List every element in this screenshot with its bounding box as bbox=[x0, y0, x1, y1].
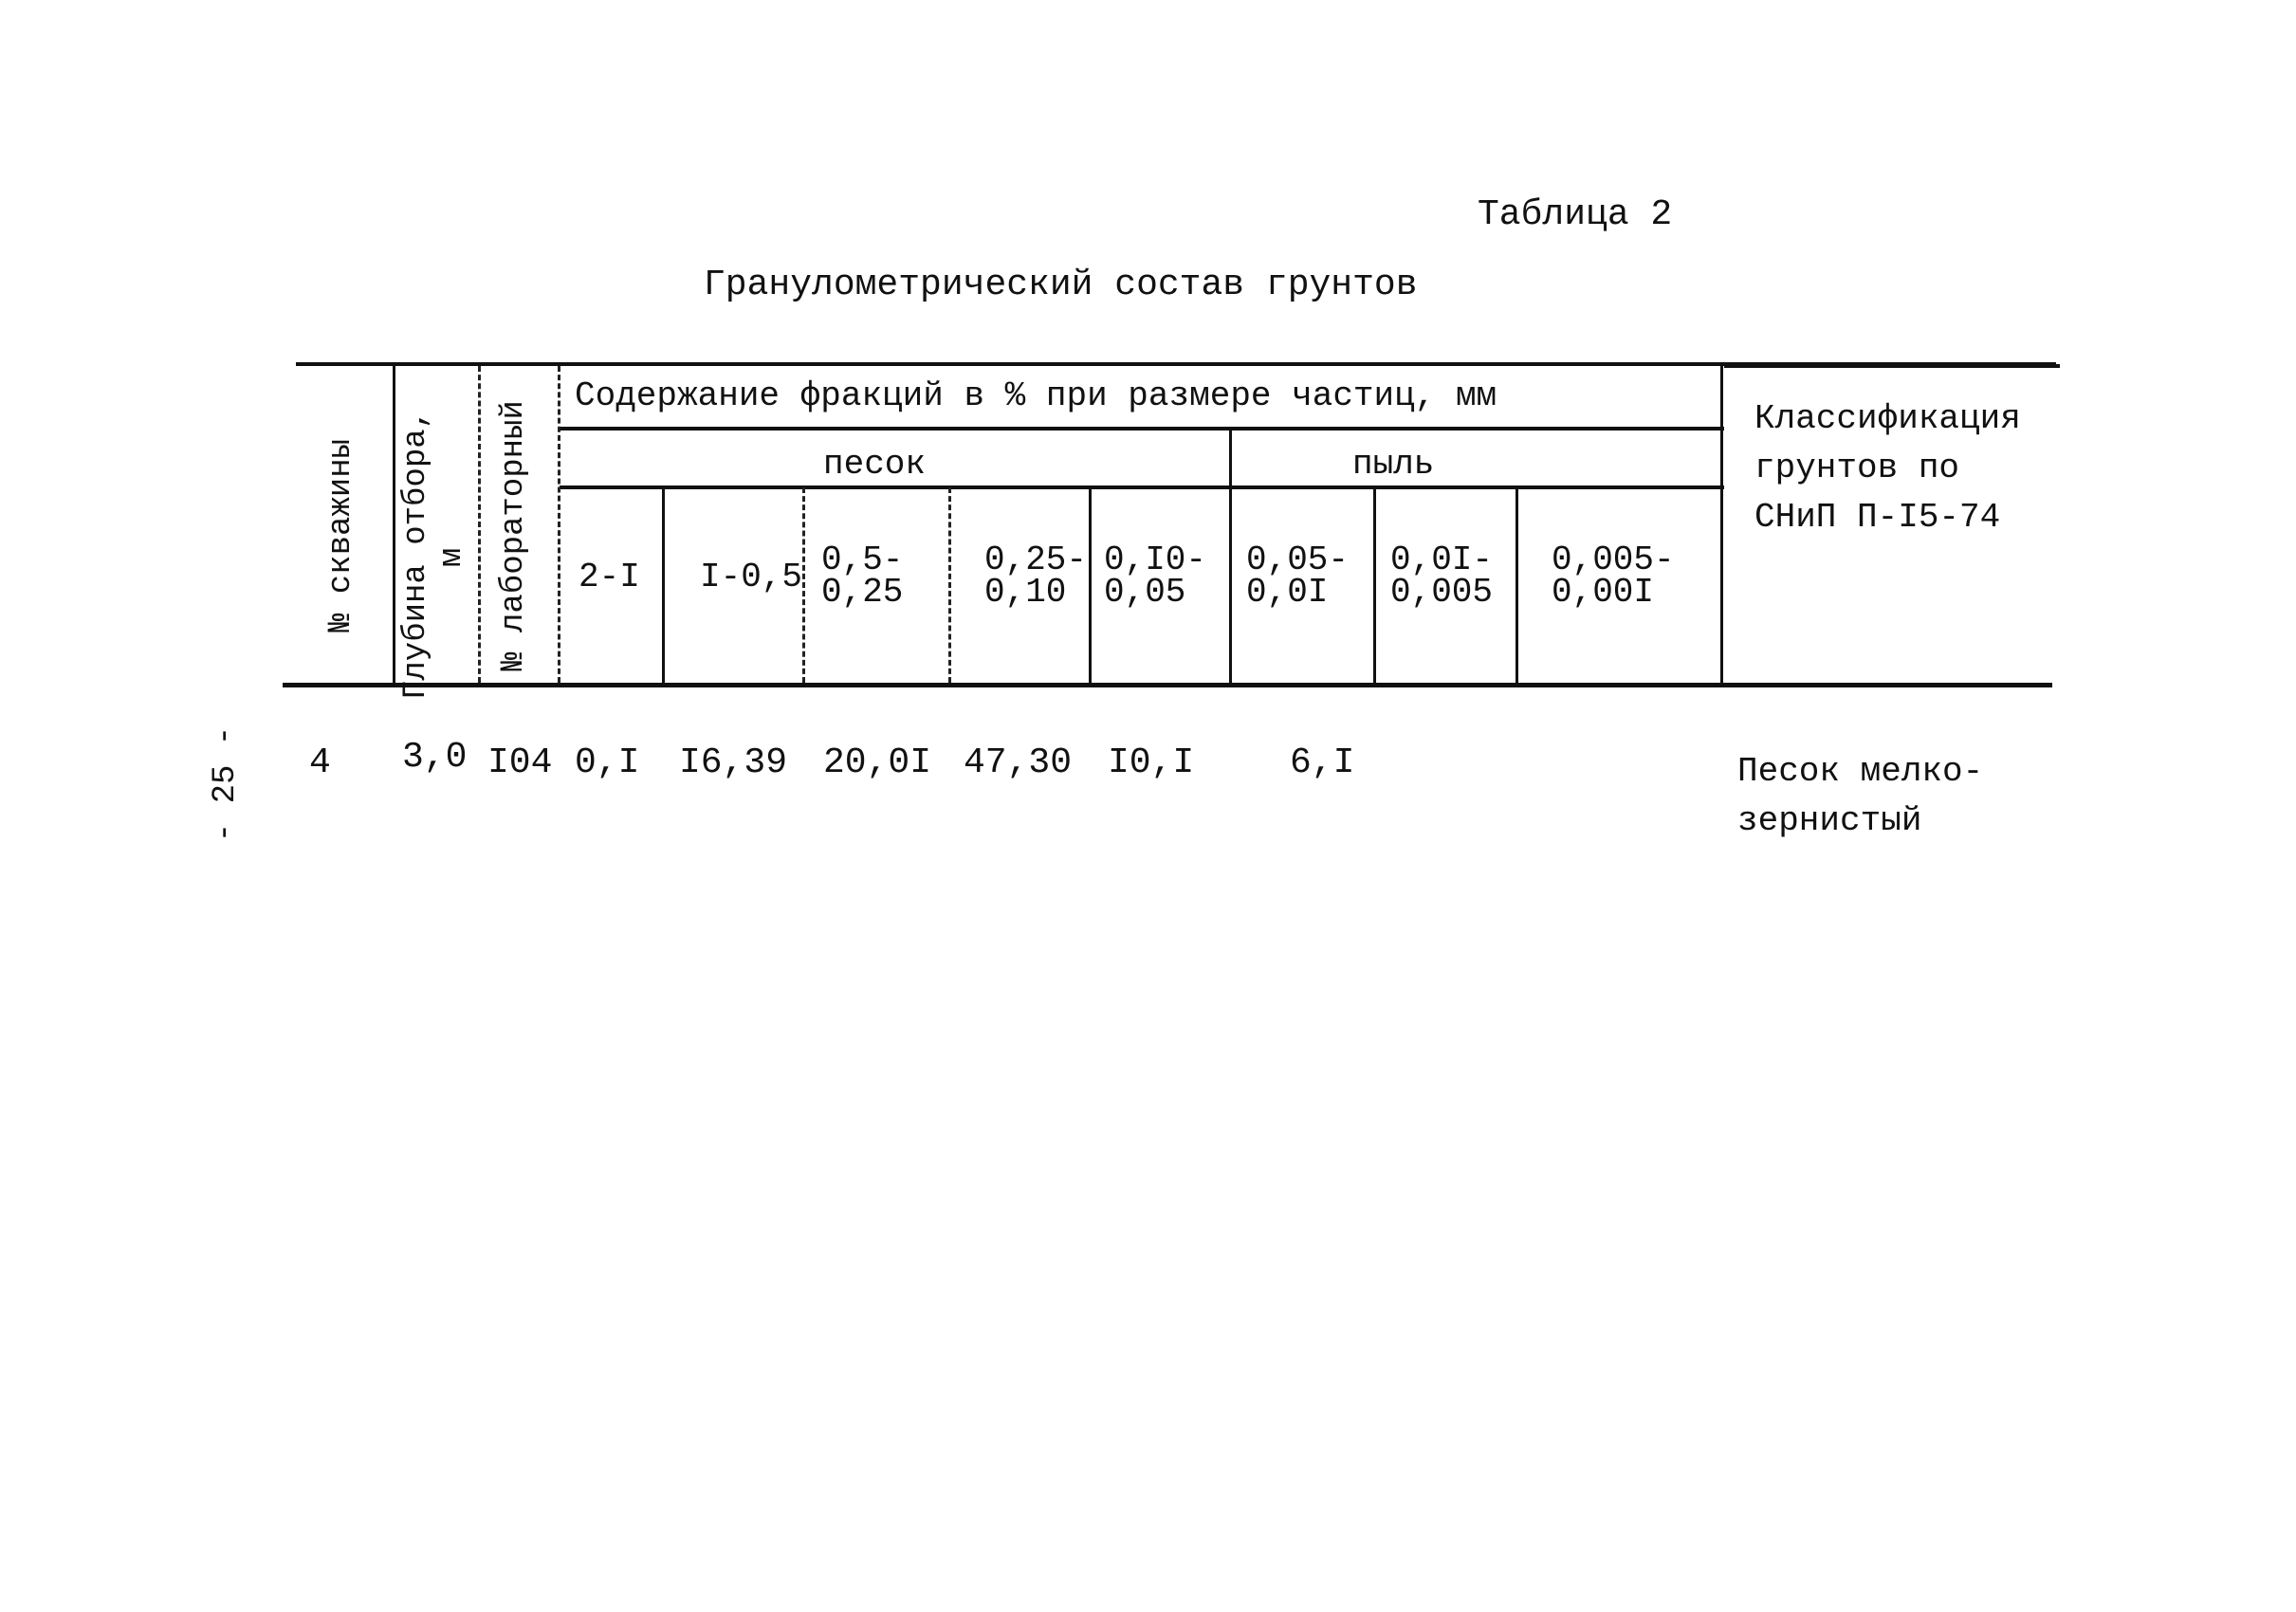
header-fraction-size: 0,I0- 0,05 bbox=[1104, 540, 1207, 613]
col-rule-1 bbox=[393, 366, 395, 683]
col-rule-2 bbox=[478, 366, 481, 683]
header-sand-group: песок bbox=[823, 445, 927, 484]
col-rule-8 bbox=[1229, 429, 1232, 683]
table-label: Таблица 2 bbox=[1478, 194, 1673, 235]
header-depth bbox=[398, 409, 474, 700]
fractions-title-rule bbox=[560, 427, 1724, 430]
group-rule bbox=[560, 485, 1724, 489]
col-rule-4 bbox=[662, 487, 665, 683]
header-depth-line1: Глубина отбора, bbox=[398, 409, 434, 700]
cell-value: 0,I bbox=[575, 742, 640, 783]
cell-value: 47,30 bbox=[964, 742, 1073, 783]
cell-value: I6,39 bbox=[679, 742, 788, 783]
col-rule-9 bbox=[1373, 487, 1376, 683]
col-rule-11 bbox=[1720, 366, 1723, 685]
col-rule-10 bbox=[1515, 487, 1518, 683]
cell-well: 4 bbox=[309, 742, 331, 783]
cell-value: I0,I bbox=[1108, 742, 1195, 783]
col-rule-6 bbox=[948, 487, 951, 683]
header-depth-line2: м bbox=[434, 547, 470, 568]
table-title: Гранулометрический состав грунтов bbox=[704, 265, 1418, 305]
cell-value: 20,0I bbox=[823, 742, 932, 783]
header-fraction-size: 2-I bbox=[579, 558, 640, 596]
header-bottom-rule bbox=[283, 683, 2052, 687]
header-fractions-title: Содержание фракций в % при размере частиц, мм bbox=[575, 376, 1497, 415]
col-rule-5 bbox=[802, 487, 805, 683]
col-rule-7 bbox=[1089, 487, 1092, 683]
header-well-no: № скважины bbox=[323, 438, 359, 633]
header-fraction-size: 0,05- 0,0I bbox=[1246, 540, 1350, 613]
header-lab-no: № лабораторный bbox=[496, 400, 532, 671]
header-classification: Классификация грунтов по СНиП П-I5-74 bbox=[1754, 399, 2021, 538]
header-silt-group: пыль bbox=[1352, 445, 1435, 484]
cell-value: 6,I bbox=[1290, 742, 1355, 783]
header-fraction-size: 0,25- 0,10 bbox=[984, 540, 1088, 613]
col-rule-3 bbox=[558, 366, 560, 683]
header-fraction-size: 0,005- 0,00I bbox=[1552, 540, 1675, 613]
page-number: - 25 - bbox=[208, 725, 244, 843]
cell-lab: I04 bbox=[487, 742, 553, 783]
table-top-rule-right bbox=[1724, 364, 2060, 368]
header-fraction-size: I-0,5 bbox=[700, 558, 803, 596]
header-fraction-size: 0,0I- 0,005 bbox=[1390, 540, 1494, 613]
header-fraction-size: 0,5- 0,25 bbox=[821, 540, 904, 613]
cell-classification: Песок мелко- зернистый bbox=[1737, 752, 1984, 841]
cell-depth: 3,0 bbox=[402, 737, 468, 778]
